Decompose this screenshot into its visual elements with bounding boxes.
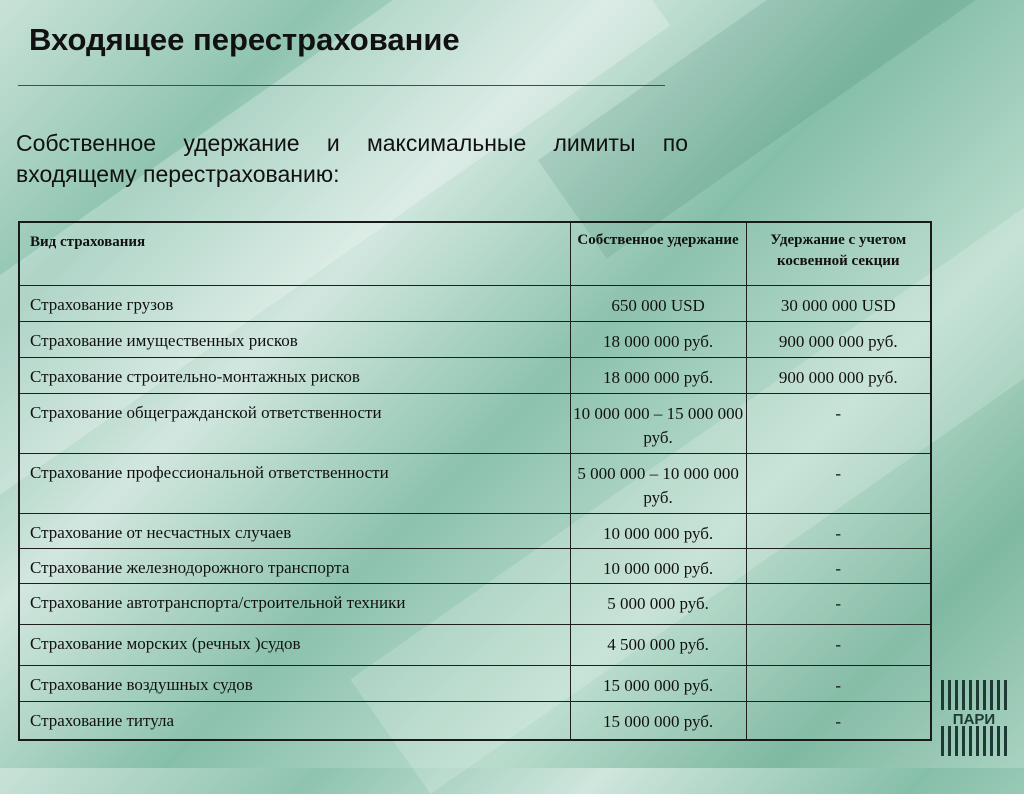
cell-insurance-type: Страхование от несчастных случаев [19, 514, 570, 549]
cell-insurance-type: Страхование профессиональной ответственности [19, 454, 570, 514]
table-row [19, 625, 931, 666]
logo-text: ПАРИ [952, 711, 996, 728]
cell-insurance-type: Страхование железнодорожного транспорта [19, 549, 570, 584]
cell-indirect-retention: - [746, 514, 931, 549]
cell-indirect-retention: - [746, 625, 931, 666]
cell-retention: 15 000 000 руб. [570, 702, 746, 740]
table-row [19, 322, 931, 358]
cell-insurance-type: Страхование титула [19, 702, 570, 740]
cell-retention: 15 000 000 руб. [570, 666, 746, 702]
column-header-retention: Собственное удержание [570, 222, 746, 286]
cell-retention: 10 000 000 – 15 000 000 руб. [570, 394, 746, 454]
column-header-indirect-retention: Удержание с учетом косвенной секции [746, 222, 931, 286]
table-row [19, 666, 931, 702]
cell-retention: 10 000 000 руб. [570, 549, 746, 584]
cell-indirect-retention: 900 000 000 руб. [746, 358, 931, 394]
cell-retention: 10 000 000 руб. [570, 514, 746, 549]
page-title: Входящее перестрахование [29, 22, 460, 57]
cell-indirect-retention: - [746, 666, 931, 702]
table-row [19, 286, 931, 322]
table-row [19, 702, 931, 740]
pari-logo-icon [940, 680, 1008, 756]
title-divider [18, 85, 665, 86]
cell-insurance-type: Страхование строительно-монтажных рисков [19, 358, 570, 394]
cell-indirect-retention: - [746, 394, 931, 454]
cell-retention: 5 000 000 – 10 000 000 руб. [570, 454, 746, 514]
cell-retention: 650 000 USD [570, 286, 746, 322]
cell-retention: 18 000 000 руб. [570, 358, 746, 394]
table-row [19, 514, 931, 549]
cell-insurance-type: Страхование автотранспорта/строительной техники [19, 584, 570, 625]
cell-retention: 18 000 000 руб. [570, 322, 746, 358]
table-header-row [19, 222, 931, 286]
cell-insurance-type: Страхование имущественных рисков [19, 322, 570, 358]
column-header-insurance-type: Вид страхования [19, 222, 570, 286]
table-row [19, 549, 931, 584]
cell-indirect-retention: - [746, 549, 931, 584]
reinsurance-limits-table [18, 221, 932, 741]
table-row [19, 454, 931, 514]
cell-indirect-retention: - [746, 584, 931, 625]
table-row [19, 394, 931, 454]
slide-subtitle: Собственное удержание и максимальные лимиты по входящему перестрахованию: [16, 130, 688, 187]
table-row [19, 584, 931, 625]
cell-indirect-retention: - [746, 702, 931, 740]
cell-retention: 4 500 000 руб. [570, 625, 746, 666]
cell-insurance-type: Страхование грузов [19, 286, 570, 322]
cell-insurance-type: Страхование морских (речных )судов [19, 625, 570, 666]
cell-retention: 5 000 000 руб. [570, 584, 746, 625]
cell-insurance-type: Страхование общегражданской ответственности [19, 394, 570, 454]
cell-indirect-retention: 30 000 000 USD [746, 286, 931, 322]
table-row [19, 358, 931, 394]
cell-indirect-retention: - [746, 454, 931, 514]
cell-insurance-type: Страхование воздушных судов [19, 666, 570, 702]
cell-indirect-retention: 900 000 000 руб. [746, 322, 931, 358]
